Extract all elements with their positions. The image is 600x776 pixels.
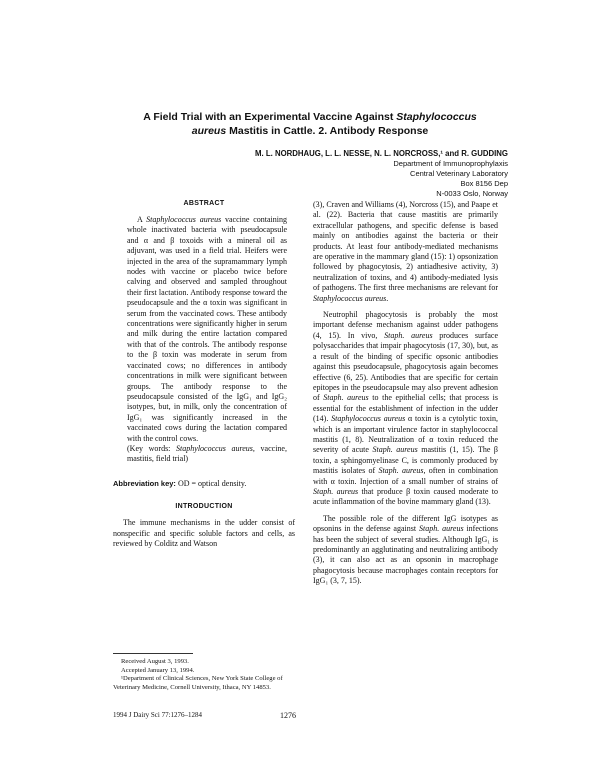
affiliation-line: Department of Immunoprophylaxis (393, 159, 508, 168)
article-title (60, 110, 560, 138)
author-names: M. L. NORDHAUG, L. L. NESSE, N. L. NORCROSS,¹ and R. GUDDING (255, 149, 508, 158)
title-line2-post: Mastitis in Cattle. 2. Antibody Response (226, 125, 429, 137)
abbreviation-label: Abbreviation key: (113, 478, 176, 488)
journal-citation: 1994 J Dairy Sci 77:1276–1284 (113, 711, 203, 719)
introduction-paragraph: The immune mechanisms in the udder consist of nonspecific and specific soluble factors and cells, as reviewed by Colditz and Watson (113, 518, 295, 548)
affiliation-line: Box 8156 Dep (460, 179, 508, 188)
title-line2-italic: aureus (191, 125, 227, 137)
page-number: 1276 (280, 711, 296, 720)
right-column (313, 200, 498, 593)
abbreviation-text: OD = optical density. (175, 478, 247, 488)
body-paragraph: Neutrophil phagocytosis is probably the most important defense mechanism against udder pathogens (4, 15). In vivo, Staph. aureus produces surface polysaccharides that impair phagocytosis (17, 30), but, as a result of the binding of specific opsonic antibodies against this pseudocapsule, phagocytosis again becomes effective (6, 25). Antibodies that are specific for certain epitopes in the pseudocapsule may also prevent adhesion of Staph. aureus to the epithelial cells; that process is essential for the establishment of infection in the udder (14). Staphylococcus aureus α toxin is a cytolytic toxin, which is an important virulence factor in staphylococcal mastitis (1, 8). Neutralization of α toxin reduced the severity of acute Staph. aureus mastitis (1, 15). The β toxin, a sphingomyelinase C, is commonly produced by mastitis isolates of Staph. aureus, often in combination with α toxin. Injection of a small number of strains of Staph. aureus that produce β toxin caused moderate to acute inflammation of the bovine mammary gland (13). (313, 310, 499, 507)
abstract-paragraph: A Staphylococcus aureus vaccine containing whole inactivated bacteria with pseudocapsule and α and β toxoids with a mineral oil as adjuvant, was used in a field trial. Heifers were injected in the area of the supramammary lymph nodes with vaccine or placebo twice before calving and observed and sampled throughout their first lactation. Antibody response toward the pseudocapsule and the α toxin was significant in serum from the vaccinated cows. These antibody concentrations were significantly higher in serum and milk during the entire lactation compared with that of the controls. The antibody response to the β toxin was moderate in serum from vaccinated cows; no differences in antibody concentrations in milk were significant between groups. The antibody response to the pseudocapsule consisted of the IgG₁ and IgG₂ isotypes, but, in milk, only the concentration of IgG₁ was significantly increased in the vaccinated cows during the lactation compared with the control cows. (127, 215, 287, 443)
introduction-body (113, 518, 295, 549)
affiliation-line: N-0033 Oslo, Norway (436, 189, 508, 198)
author-block (255, 149, 508, 199)
footnote-affiliation: ¹Department of Clinical Sciences, New York State College of Veterinary Medicine, Cornell University, Ithaca, NY 14853. (113, 675, 283, 691)
body-paragraph: The possible role of the different IgG isotypes as opsonins in the defense against Staph. aureus infections has been the subject of several studies. Although IgG₁ is predominantly an agglutinating and neutralizing antibody (3), it can also act as an opsonin in macrophage phagocytosis because macrophages contain receptors for IgG₁ (3, 7, 15). (313, 513, 498, 586)
abstract-heading: ABSTRACT (183, 200, 225, 207)
abbreviation-key (113, 479, 295, 489)
affiliation-line: Central Veterinary Laboratory (410, 169, 508, 178)
left-column (113, 200, 295, 549)
footnote-divider (113, 653, 193, 654)
abstract-keywords: (Key words: Staphylococcus aureus, vaccine, mastitis, field trial) (127, 443, 287, 464)
footnote-received: Received August 3, 1993. (121, 658, 189, 665)
title-line1-italic: Staphylococcus (396, 111, 477, 123)
footnotes (113, 658, 295, 692)
abstract-body (113, 215, 295, 465)
body-paragraph: (3), Craven and Williams (4), Norcross (15), and Paape et al. (22). Bacteria that cause mastitis are primarily extracellular pathogens, and specific defense is based mainly on antibodies against the bacteria or their products. At least four antibody-mediated mechanisms are operative in the mammary gland (15): 1) opsonization followed by phagocytosis, 2) antiadhesive activity, 3) neutralization of toxins, and 4) antibody-mediated lysis of pathogens. The first three mechanisms are relevant for Staphylococcus aureus. (313, 200, 498, 303)
footnote-accepted: Accepted January 13, 1994. (121, 666, 195, 674)
introduction-heading: INTRODUCTION (175, 503, 233, 511)
title-line1-pre: A Field Trial with an Experimental Vaccine Against (143, 111, 397, 123)
